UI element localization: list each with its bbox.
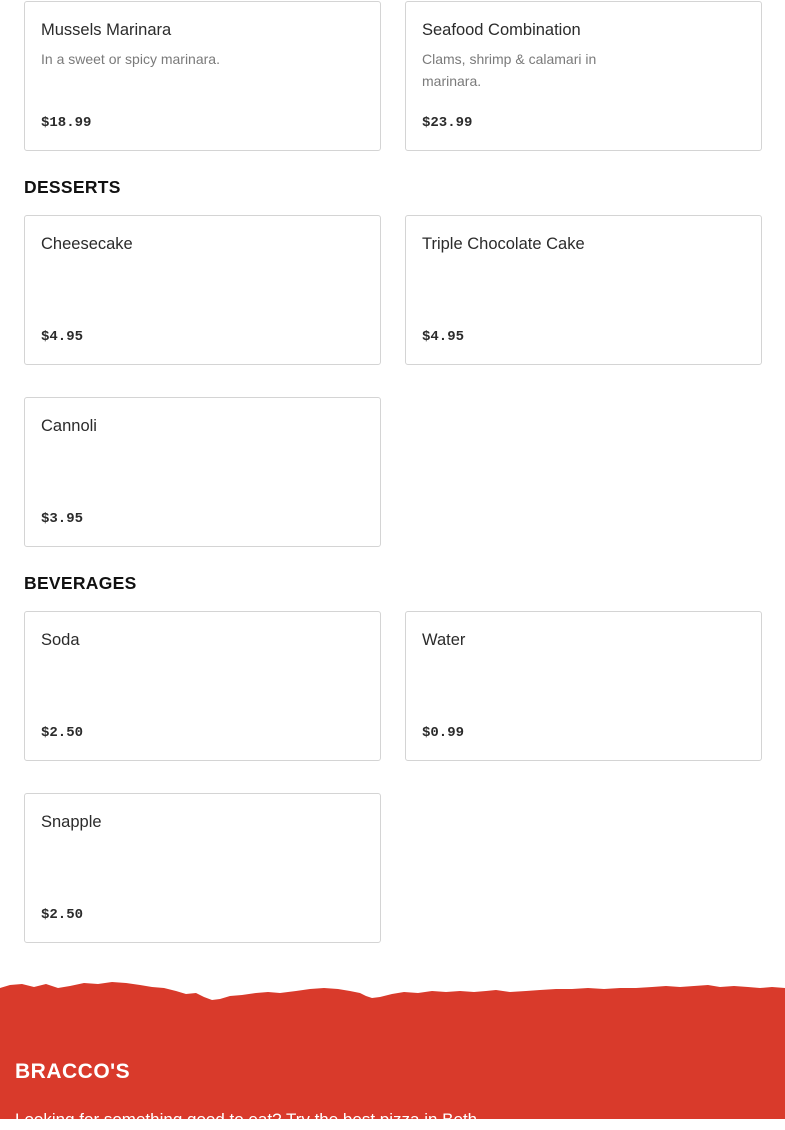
site-footer (0, 976, 785, 1129)
menu-item-description: Clams, shrimp & calamari in marinara. (422, 51, 597, 89)
menu-item-price: $0.99 (422, 725, 465, 741)
menu-item-name: Seafood Combination (422, 21, 581, 39)
menu-item-price: $2.50 (41, 725, 84, 741)
menu-item-name: Triple Chocolate Cake (422, 235, 585, 253)
menu-item-price: $4.95 (41, 329, 84, 345)
menu-item-name: Soda (41, 631, 80, 649)
menu-item-price: $3.95 (41, 511, 84, 527)
menu-item-card-mussels-marinara[interactable] (24, 1, 381, 151)
menu-item-name: Water (422, 631, 466, 649)
menu-item-price: $23.99 (422, 115, 473, 131)
menu-item-card-snapple[interactable] (24, 793, 381, 943)
footer-torn-shape (0, 982, 785, 1119)
menu-item-price: $4.95 (422, 329, 465, 345)
menu-item-card-seafood-combination[interactable] (405, 1, 762, 151)
menu-item-card-triple-chocolate-cake[interactable] (405, 215, 762, 365)
section-heading-desserts: DESSERTS (24, 177, 121, 197)
footer-brand-name: BRACCO'S (15, 1060, 131, 1083)
menu-item-name: Cannoli (41, 417, 97, 435)
menu-item-description: In a sweet or spicy marinara. (41, 51, 220, 67)
menu-item-card-soda[interactable] (24, 611, 381, 761)
menu-item-name: Snapple (41, 813, 102, 831)
menu-item-name: Mussels Marinara (41, 21, 172, 39)
menu-item-name: Cheesecake (41, 235, 133, 253)
menu-item-card-water[interactable] (405, 611, 762, 761)
section-heading-beverages: BEVERAGES (24, 573, 137, 593)
menu-item-card-cannoli[interactable] (24, 397, 381, 547)
menu-item-price: $18.99 (41, 115, 92, 131)
footer-tagline: Looking for something good to eat? Try the best pizza in Beth (15, 1110, 478, 1129)
menu-item-price: $2.50 (41, 907, 84, 923)
menu-item-card-cheesecake[interactable] (24, 215, 381, 365)
torn-edge-background (0, 976, 785, 1119)
